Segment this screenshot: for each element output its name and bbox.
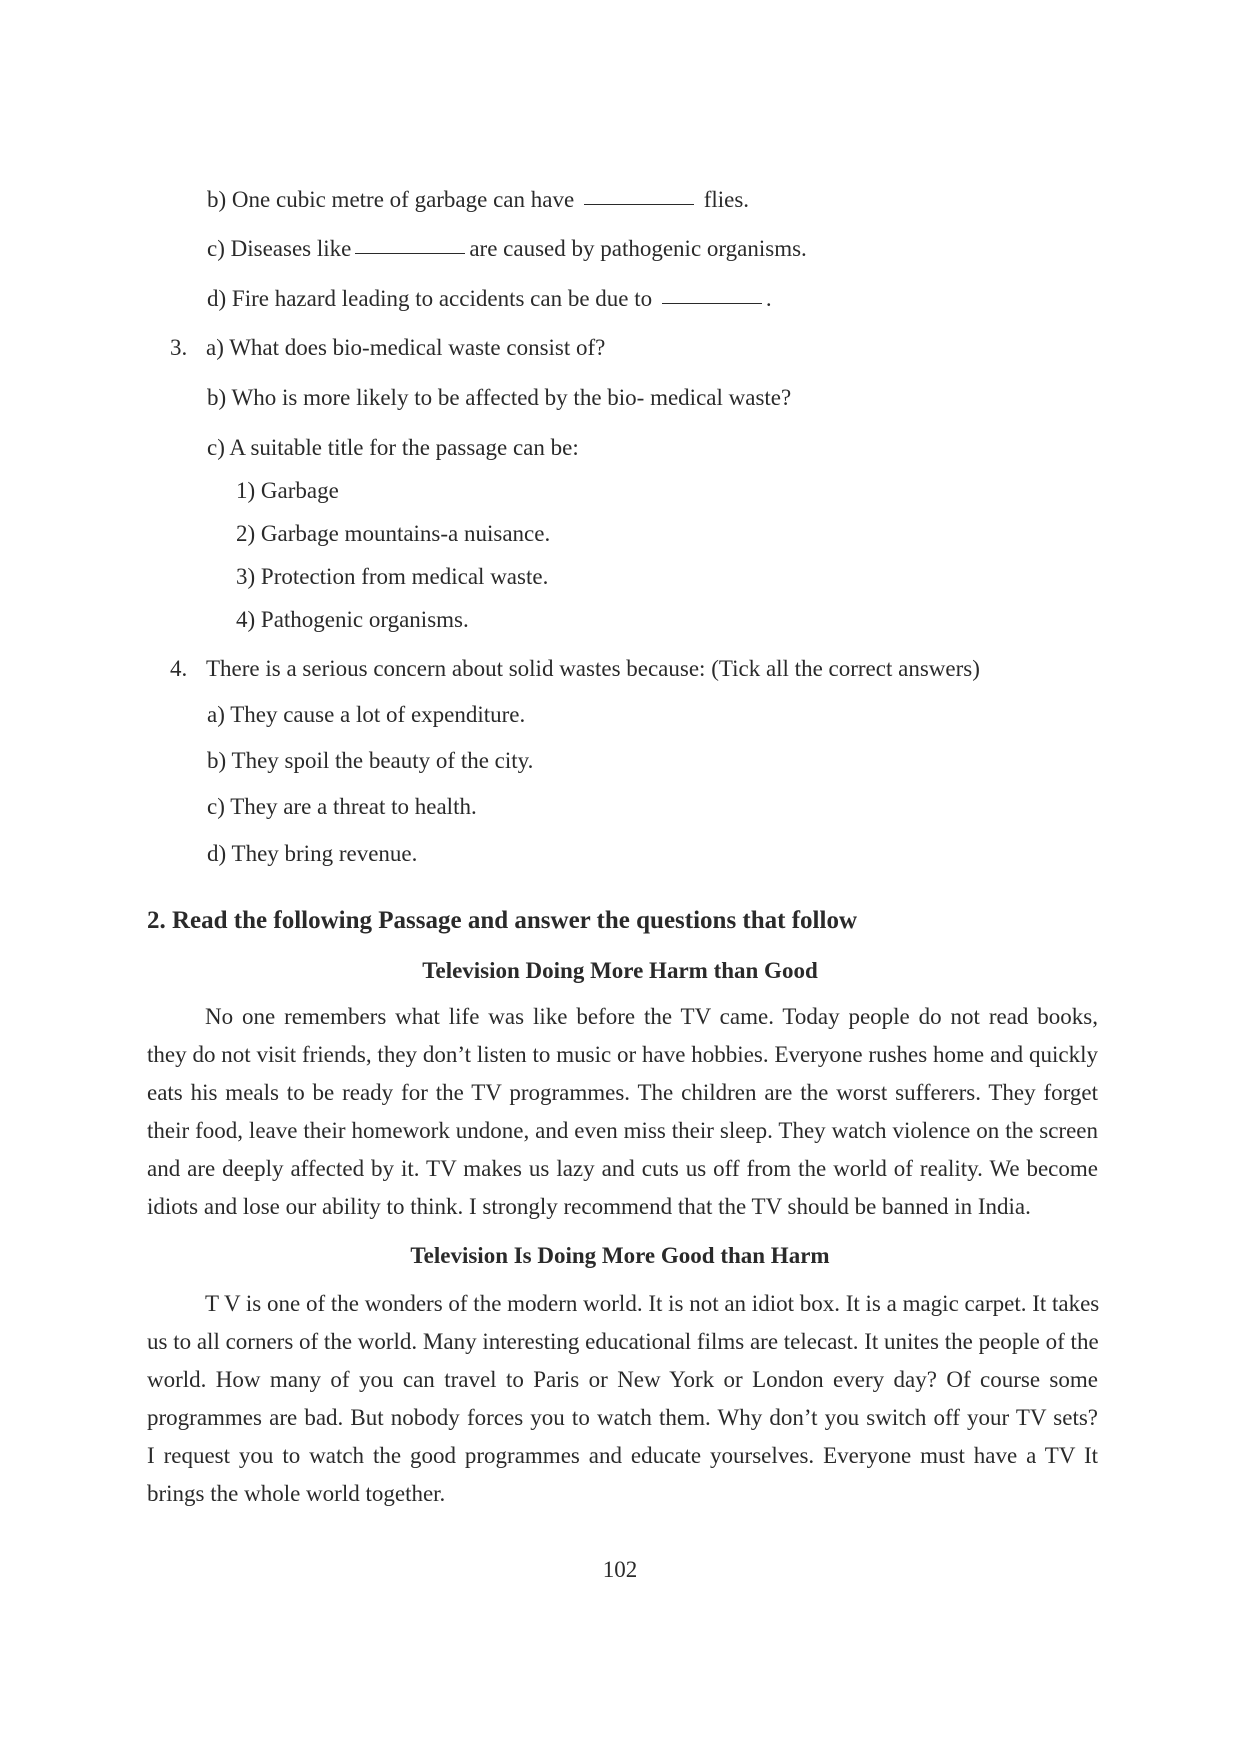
q4-option bbox=[207, 840, 417, 868]
q3-item-a bbox=[170, 334, 605, 362]
passage-line: and are deeply affected by it. TV makes us lazy and cuts us off from the world of reality. We become bbox=[147, 1156, 1098, 1181]
passage-line: T V is one of the wonders of the modern world. It is not an idiot box. It is a magic carpet. It takes bbox=[205, 1291, 1100, 1316]
page-number: 102 bbox=[602, 1557, 638, 1582]
passage-line: they do not visit friends, they don’t listen to music or have hobbies. Everyone rushes home and quickly bbox=[147, 1042, 1098, 1067]
fill-in-blank[interactable] bbox=[355, 252, 465, 254]
passage-line: eats his meals to be ready for the TV programmes. The children are the worst sufferers. They forget bbox=[147, 1080, 1098, 1105]
q4-option-label: a) bbox=[207, 702, 225, 727]
q3-option: 1) Garbage bbox=[236, 478, 339, 503]
q4-option-text: They bring revenue. bbox=[231, 841, 418, 866]
q4-option-text: They spoil the beauty of the city. bbox=[231, 748, 534, 773]
q3-c-label: c) bbox=[207, 435, 225, 460]
q3-number: 3. bbox=[170, 335, 188, 360]
q4-option-label: d) bbox=[207, 841, 227, 866]
q3-c-text: A suitable title for the passage can be: bbox=[229, 435, 579, 460]
q2-b-label: b) bbox=[207, 187, 227, 212]
passage-line: No one remembers what life was like before the TV came. Today people do not read books, bbox=[205, 1004, 1098, 1029]
q2-d-label: d) bbox=[207, 286, 227, 311]
q3-a-text: a) What does bio-medical waste consist of? bbox=[206, 335, 606, 360]
passage-line: idiots and lose our ability to think. I strongly recommend that the TV should be banned in India. bbox=[147, 1194, 1031, 1219]
q4-text: There is a serious concern about solid wastes because: (Tick all the correct answers) bbox=[206, 656, 980, 681]
q3-item-b bbox=[207, 384, 791, 412]
q4-option-label: b) bbox=[207, 748, 227, 773]
q3-option: 4) Pathogenic organisms. bbox=[236, 607, 469, 632]
passage-line: their food, leave their homework undone, and even miss their sleep. They watch violence on the screen bbox=[147, 1118, 1098, 1143]
q4-option-text: They are a threat to health. bbox=[230, 794, 477, 819]
passage-line: us to all corners of the world. Many interesting educational films are telecast. It unites the people of the bbox=[147, 1329, 1099, 1354]
q2-item-c bbox=[207, 235, 807, 263]
q2-c-label: c) bbox=[207, 236, 225, 261]
passage-line: programmes are bad. But nobody forces you to watch them. Why don’t you switch off your TV sets? bbox=[147, 1405, 1098, 1430]
q2-d-text: Fire hazard leading to accidents can be due to bbox=[231, 286, 653, 311]
q4-option bbox=[207, 701, 525, 729]
q2-b-text-after: flies. bbox=[703, 187, 750, 212]
passage-line: world. How many of you can travel to Paris or New York or London every day? Of course some bbox=[147, 1367, 1098, 1392]
q3-option: 2) Garbage mountains-a nuisance. bbox=[236, 521, 551, 546]
q4-option bbox=[207, 747, 533, 775]
fill-in-blank[interactable] bbox=[584, 203, 694, 205]
passage-line: I request you to watch the good programmes and educate yourselves. Everyone must have a TV It bbox=[147, 1443, 1098, 1468]
fill-in-blank[interactable] bbox=[662, 302, 762, 304]
passage-line: brings the whole world together. bbox=[147, 1481, 446, 1506]
section-heading: 2. Read the following Passage and answer the questions that follow bbox=[147, 907, 857, 934]
q3-option: 3) Protection from medical waste. bbox=[236, 564, 549, 589]
q2-item-b bbox=[207, 186, 749, 214]
passage-title: Television Doing More Harm than Good bbox=[422, 958, 818, 983]
q3-b-label: b) bbox=[207, 385, 227, 410]
q4-option-text: They cause a lot of expenditure. bbox=[230, 702, 526, 727]
q2-c-text: Diseases like bbox=[230, 236, 352, 261]
q4-option bbox=[207, 793, 477, 821]
q2-item-d bbox=[207, 285, 772, 313]
q2-c-text-after: are caused by pathogenic organisms. bbox=[469, 236, 807, 261]
q3-b-text: Who is more likely to be affected by the bio- medical waste? bbox=[231, 385, 792, 410]
q4-option-label: c) bbox=[207, 794, 225, 819]
q4-stem bbox=[170, 655, 980, 683]
q2-d-text-after: . bbox=[765, 286, 772, 311]
q3-item-c bbox=[207, 434, 579, 462]
passage-title: Television Is Doing More Good than Harm bbox=[410, 1243, 830, 1268]
q4-number: 4. bbox=[170, 656, 188, 681]
q2-b-text: One cubic metre of garbage can have bbox=[231, 187, 575, 212]
